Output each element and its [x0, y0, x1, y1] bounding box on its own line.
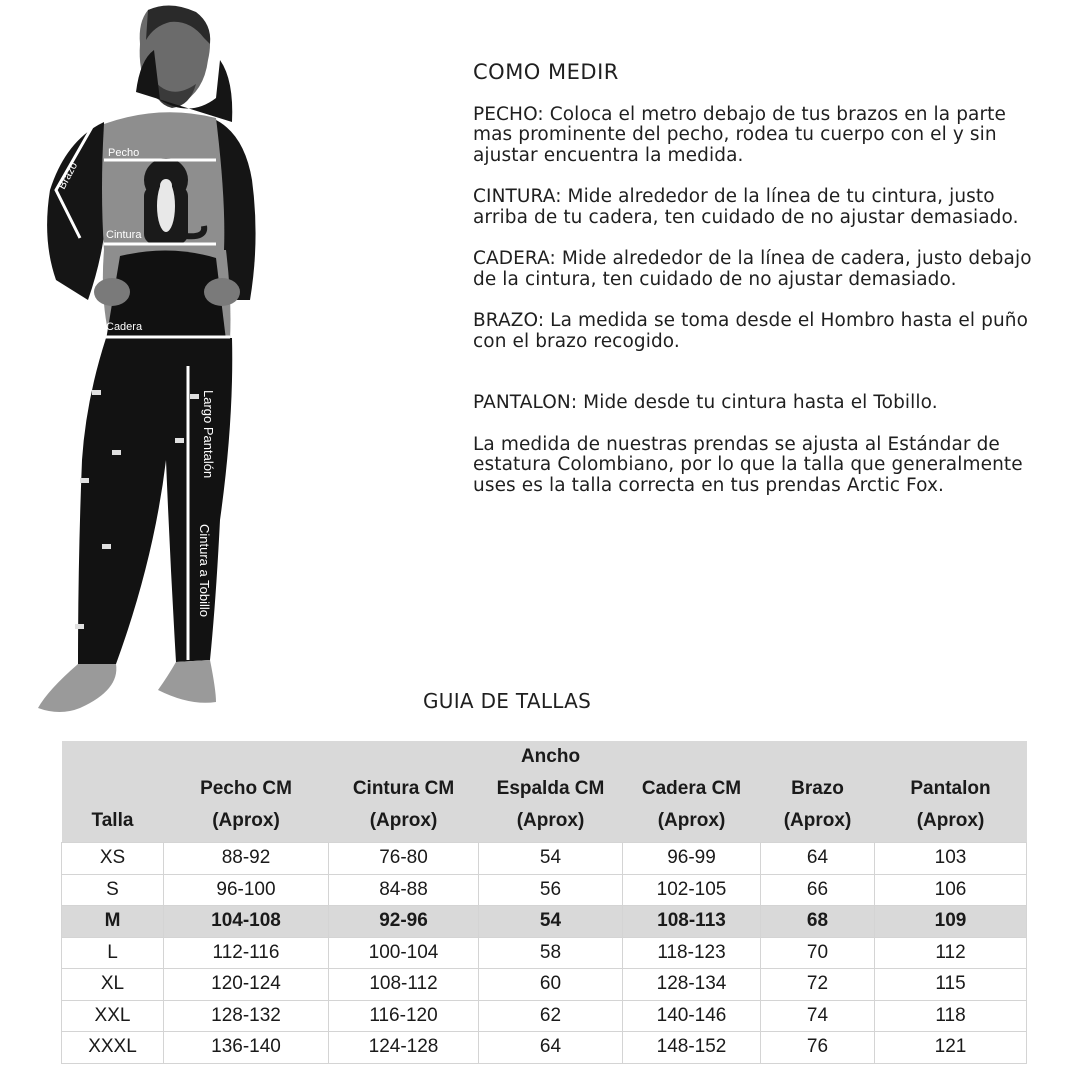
table-cell: 118 — [875, 1000, 1027, 1032]
table-cell: 88-92 — [164, 843, 329, 875]
table-cell: 121 — [875, 1032, 1027, 1064]
label-brazo: Brazo — [56, 160, 81, 192]
table-cell: 56 — [479, 874, 623, 906]
table-cell: 104-108 — [164, 906, 329, 938]
table-cell: 124-128 — [329, 1032, 479, 1064]
table-cell: L — [62, 937, 164, 969]
table-cell: 112-116 — [164, 937, 329, 969]
size-table — [61, 741, 1027, 1064]
table-cell: 148-152 — [623, 1032, 761, 1064]
table-cell: 54 — [479, 843, 623, 875]
instruction-cadera: CADERA: Mide alrededor de la línea de cadera, justo debajo de la cintura, ten cuidado de no ajustar demasiado. — [473, 248, 1032, 290]
instruction-pantalon: PANTALON: Mide desde tu cintura hasta el Tobillo. — [473, 392, 938, 413]
column-header — [875, 741, 1027, 843]
instructions-title: COMO MEDIR — [473, 60, 619, 84]
instruction-brazo: BRAZO: La medida se toma desde el Hombro hasta el puño con el brazo recogido. — [473, 310, 1029, 352]
instruction-pecho: PECHO: Coloca el metro debajo de tus brazos en la parte mas prominente del pecho, rodea tu cuerpo con el y sin ajustar encuentra la medida. — [473, 103, 1007, 166]
table-cell: 58 — [479, 937, 623, 969]
column-header-line: Cadera CM — [641, 778, 742, 799]
table-cell: 54 — [479, 906, 623, 938]
table-cell: M — [62, 906, 164, 938]
table-row — [62, 843, 1027, 875]
table-cell: 116-120 — [329, 1000, 479, 1032]
table-cell: 84-88 — [329, 874, 479, 906]
table-cell: 100-104 — [329, 937, 479, 969]
column-header-line: Talla — [91, 810, 134, 831]
table-row — [62, 874, 1027, 906]
column-header-line: Cintura CM — [352, 778, 455, 799]
column-header — [479, 741, 623, 843]
column-header-line: (Aprox) — [783, 810, 852, 831]
column-header — [62, 741, 164, 843]
table-cell: XXXL — [62, 1032, 164, 1064]
table-cell: 60 — [479, 969, 623, 1001]
column-header — [164, 741, 329, 843]
table-cell: 108-112 — [329, 969, 479, 1001]
column-header-line: (Aprox) — [212, 810, 280, 831]
table-cell: XL — [62, 969, 164, 1001]
table-cell: 115 — [875, 969, 1027, 1001]
table-cell: 106 — [875, 874, 1027, 906]
table-cell: 64 — [761, 843, 875, 875]
table-cell: 96-99 — [623, 843, 761, 875]
table-cell: XXL — [62, 1000, 164, 1032]
label-cintura: Cintura — [106, 229, 142, 241]
table-row — [62, 1000, 1027, 1032]
table-cell: 70 — [761, 937, 875, 969]
instruction-nota: La medida de nuestras prendas se ajusta al Estándar de estatura Colombiano, por lo que la talla que generalmente uses es la talla correcta en tus prendas Arctic Fox. — [473, 433, 1023, 496]
table-cell: 96-100 — [164, 874, 329, 906]
table-cell: 118-123 — [623, 937, 761, 969]
table-cell: 109 — [875, 906, 1027, 938]
column-header-line: (Aprox) — [516, 810, 585, 831]
table-cell: 108-113 — [623, 906, 761, 938]
table-cell: 112 — [875, 937, 1027, 969]
table-cell: 128-134 — [623, 969, 761, 1001]
table-cell: 92-96 — [329, 906, 479, 938]
table-row — [62, 906, 1027, 938]
table-cell: 136-140 — [164, 1032, 329, 1064]
measuring-instructions — [473, 62, 1033, 517]
column-header-line: Espalda CM — [496, 778, 605, 799]
table-cell: XS — [62, 843, 164, 875]
table-cell: 62 — [479, 1000, 623, 1032]
table-cell: 66 — [761, 874, 875, 906]
column-header-line: Ancho — [520, 746, 581, 767]
table-cell: 72 — [761, 969, 875, 1001]
column-header-line: (Aprox) — [369, 810, 438, 831]
label-cintura-tobillo: Cintura a Tobillo — [197, 524, 212, 617]
table-cell: 76-80 — [329, 843, 479, 875]
table-cell: 120-124 — [164, 969, 329, 1001]
table-cell: 76 — [761, 1032, 875, 1064]
table-cell: 64 — [479, 1032, 623, 1064]
column-header — [623, 741, 761, 843]
table-cell: 74 — [761, 1000, 875, 1032]
column-header-line: Brazo — [791, 778, 844, 799]
column-header-line: Pecho CM — [200, 778, 292, 799]
table-cell: 102-105 — [623, 874, 761, 906]
column-header — [761, 741, 875, 843]
table-row — [62, 937, 1027, 969]
table-header-row — [62, 741, 1027, 843]
table-cell: 140-146 — [623, 1000, 761, 1032]
table-cell: 103 — [875, 843, 1027, 875]
table-row — [62, 1032, 1027, 1064]
model-measurement-figure — [20, 0, 280, 720]
instruction-cintura: CINTURA: Mide alrededor de la línea de tu cintura, justo arriba de tu cadera, ten cuidado de no ajustar demasiado. — [473, 186, 1019, 228]
table-cell: 68 — [761, 906, 875, 938]
table-cell: 128-132 — [164, 1000, 329, 1032]
column-header-line: Pantalon — [910, 778, 991, 799]
table-cell: S — [62, 874, 164, 906]
table-row — [62, 969, 1027, 1001]
column-header-line: (Aprox) — [657, 810, 726, 831]
label-pecho: Pecho — [108, 147, 140, 159]
column-header-line: (Aprox) — [916, 810, 985, 831]
size-guide-title: GUIA DE TALLAS — [423, 689, 592, 713]
label-largo-pantalon: Largo Pantalón — [201, 390, 216, 479]
column-header — [329, 741, 479, 843]
label-cadera: Cadera — [106, 321, 143, 333]
